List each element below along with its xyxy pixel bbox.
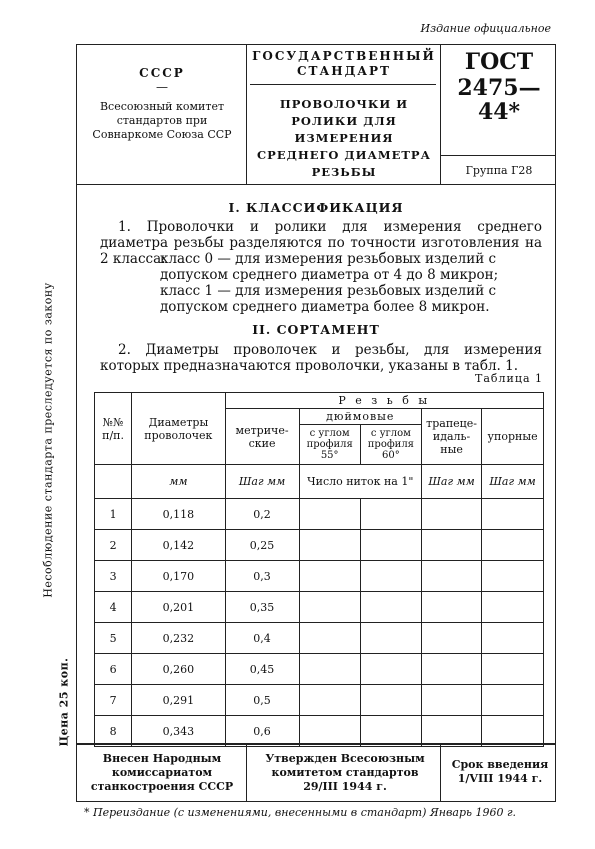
- row-empty: [421, 623, 481, 654]
- row-number: 1: [95, 499, 132, 530]
- row-empty: [421, 654, 481, 685]
- row-empty: [482, 654, 544, 685]
- table-row: [95, 685, 544, 716]
- table-row: [95, 530, 544, 561]
- footer-divider-right: [440, 744, 441, 802]
- row-number: 8: [95, 716, 132, 747]
- row-pitch: 0,5: [225, 685, 299, 716]
- row-empty: [299, 716, 360, 747]
- row-number: 6: [95, 654, 132, 685]
- standard-type: ГОСУДАРСТВЕННЫЙ СТАНДАРТ: [252, 49, 436, 78]
- col-metric-header: метриче-ские: [225, 409, 299, 465]
- row-empty: [482, 499, 544, 530]
- table-row: [95, 716, 544, 747]
- class0-text: класс 0 — для измерения резьбовых изделий с допуском среднего диаметра от 4 до 8 микрон;: [160, 251, 499, 283]
- row-number: 7: [95, 685, 132, 716]
- row-empty: [360, 561, 421, 592]
- row-diameter: 0,232: [132, 623, 225, 654]
- group-divider: [440, 155, 556, 156]
- gost-number: 2475—44*: [457, 75, 541, 125]
- table-row: [95, 654, 544, 685]
- section2-heading: II. СОРТАМЕНТ: [252, 322, 380, 337]
- row-pitch: 0,35: [225, 592, 299, 623]
- law-warning: Несоблюдение стандарта преследуется по закону: [41, 282, 55, 598]
- col-diameter-header: Диаметры проволочек: [132, 393, 225, 465]
- country-dash: —: [156, 80, 168, 94]
- inch-group-header: дюймовые: [299, 409, 421, 425]
- introduced-by: Внесен Народным комиссариатом станкостроения СССР: [90, 752, 234, 793]
- threads-group-header: Р е з ь б ы: [225, 393, 544, 409]
- row-empty: [421, 592, 481, 623]
- approved-by: Утвержден Всесоюзным комитетом стандартов 29/III 1944 г.: [265, 752, 425, 793]
- row-empty: [482, 592, 544, 623]
- col-number-header: №№ п/п.: [95, 393, 132, 465]
- row-pitch: 0,2: [225, 499, 299, 530]
- row-empty: [360, 685, 421, 716]
- col-buttress-header: упорные: [482, 409, 544, 465]
- header-bottom-line: [76, 184, 556, 185]
- diameter-unit: мм: [132, 465, 225, 499]
- row-empty: [482, 716, 544, 747]
- metric-unit: Шаг мм: [225, 465, 299, 499]
- title-divider: [250, 84, 436, 85]
- row-empty: [421, 716, 481, 747]
- row-number: 4: [95, 592, 132, 623]
- row-empty: [360, 623, 421, 654]
- table-row: [95, 561, 544, 592]
- row-diameter: 0,291: [132, 685, 225, 716]
- row-empty: [421, 499, 481, 530]
- table-row: [95, 623, 544, 654]
- row-empty: [482, 561, 544, 592]
- diameters-table: [94, 392, 544, 747]
- table-row: [95, 592, 544, 623]
- standard-title: ПРОВОЛОЧКИ И РОЛИКИ ДЛЯ ИЗМЕРЕНИЯ СРЕДНЕГО ДИАМЕТРА РЕЗЬБЫ: [257, 97, 431, 179]
- trapezoidal-unit: Шаг мм: [421, 465, 481, 499]
- row-number: 5: [95, 623, 132, 654]
- row-diameter: 0,260: [132, 654, 225, 685]
- col-inch55-header: с углом профиля 55°: [299, 425, 360, 465]
- row-empty: [360, 592, 421, 623]
- row-empty: [482, 623, 544, 654]
- unit-cell-empty: [95, 465, 132, 499]
- table-row: [95, 499, 544, 530]
- row-empty: [421, 530, 481, 561]
- col-inch60-header: с углом профиля 60°: [360, 425, 421, 465]
- row-empty: [360, 654, 421, 685]
- row-number: 3: [95, 561, 132, 592]
- header-divider-right: [440, 44, 441, 184]
- section2-paragraph: 2. Диаметры проволочек и резьбы, для измерения которых предназначаются проволочки, указаны в табл. 1.: [100, 342, 542, 374]
- row-empty: [299, 561, 360, 592]
- reprint-note: * Переиздание (с изменениями, внесенными в стандарт) Январь 1960 г.: [84, 806, 517, 819]
- row-diameter: 0,170: [132, 561, 225, 592]
- header-divider-left: [246, 44, 247, 184]
- row-diameter: 0,343: [132, 716, 225, 747]
- row-empty: [299, 623, 360, 654]
- inch-unit: Число ниток на 1": [299, 465, 421, 499]
- row-empty: [299, 685, 360, 716]
- row-number: 2: [95, 530, 132, 561]
- edition-note: Издание официальное: [420, 22, 551, 35]
- row-empty: [299, 530, 360, 561]
- section1-heading: I. КЛАССИФИКАЦИЯ: [228, 200, 404, 215]
- row-diameter: 0,201: [132, 592, 225, 623]
- price: Цена 25 коп.: [57, 657, 71, 747]
- row-diameter: 0,142: [132, 530, 225, 561]
- group-code: Группа Г28: [465, 164, 533, 177]
- row-empty: [360, 716, 421, 747]
- col-trapezoidal-header: трапеце-идаль-ные: [421, 409, 481, 465]
- class1-text: класс 1 — для измерения резьбовых изделий с допуском среднего диаметра более 8 микрон.: [160, 283, 497, 315]
- row-empty: [482, 530, 544, 561]
- row-empty: [360, 530, 421, 561]
- row-empty: [482, 685, 544, 716]
- row-empty: [299, 592, 360, 623]
- effective-date: Срок введения 1/VIII 1944 г.: [451, 758, 549, 785]
- row-empty: [421, 561, 481, 592]
- row-pitch: 0,3: [225, 561, 299, 592]
- row-empty: [299, 654, 360, 685]
- row-empty: [421, 685, 481, 716]
- table-label: Таблица 1: [475, 372, 543, 385]
- footer-divider-left: [246, 744, 247, 802]
- gost-label: ГОСТ: [464, 49, 534, 75]
- committee-name: Всесоюзный комитет стандартов при Совнаркоме Союза ССР: [92, 100, 232, 141]
- section1-paragraph: 1. Проволочки и ролики для измерения среднего диаметра резьбы разделяются по точности изготовления на 2 класса:: [100, 219, 542, 267]
- row-diameter: 0,118: [132, 499, 225, 530]
- row-pitch: 0,6: [225, 716, 299, 747]
- row-empty: [299, 499, 360, 530]
- row-pitch: 0,25: [225, 530, 299, 561]
- country: СССР: [139, 66, 185, 80]
- row-pitch: 0,45: [225, 654, 299, 685]
- row-empty: [360, 499, 421, 530]
- row-pitch: 0,4: [225, 623, 299, 654]
- buttress-unit: Шаг мм: [482, 465, 544, 499]
